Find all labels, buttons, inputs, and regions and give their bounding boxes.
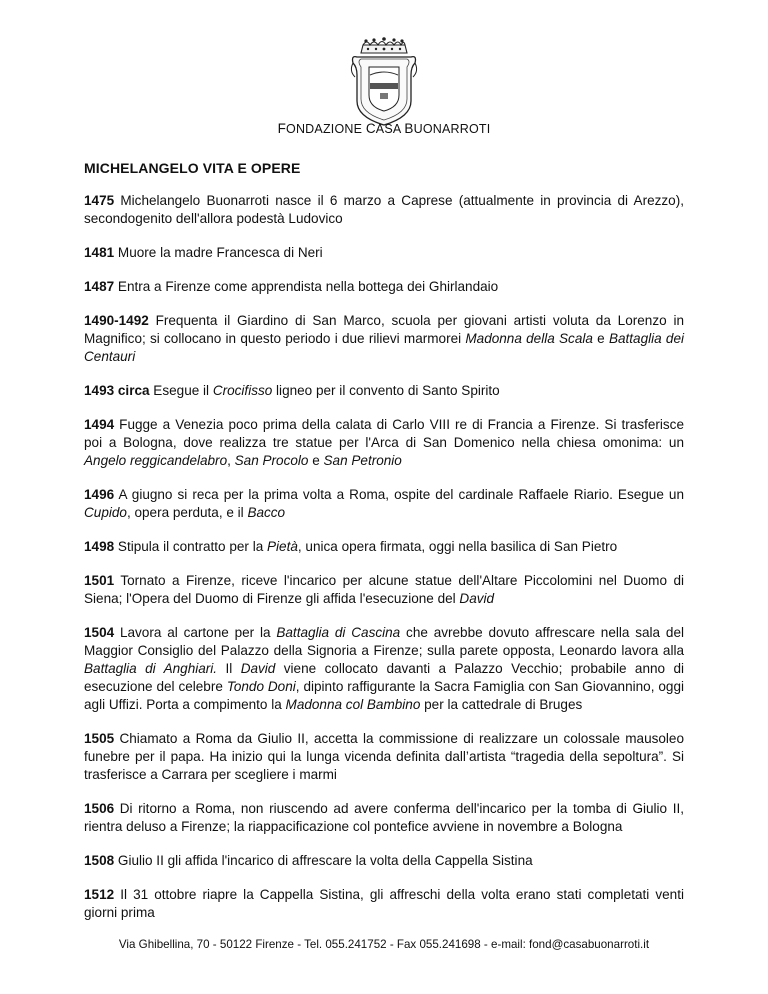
entry-text: Chiamato a Roma da Giulio II, accetta la commissione di realizzare un colossale mausoleo funebre per il papa. Ha inizio qui la lunga vicenda definita dall’artista “tragedia della sepoltura”. Si trasferisce a Carrara per scegliere i marmi: [84, 731, 684, 782]
artwork-title: Cupido: [84, 505, 127, 520]
chronology-entry: [84, 624, 684, 714]
chronology-entry: [84, 538, 684, 556]
entry-year: 1487: [84, 279, 115, 294]
entry-text: ,: [227, 453, 235, 468]
entry-year: 1498: [84, 539, 115, 554]
artwork-title: David: [240, 661, 276, 676]
entry-text: Entra a Firenze come apprendista nella bottega dei Ghirlandaio: [114, 279, 499, 294]
entry-text: Tornato a Firenze, riceve l'incarico per alcune statue dell'Altare Piccolomini nel Duomo di Siena; l'Opera del Duomo di Firenze gli affida l'esecuzione del: [84, 573, 684, 606]
artwork-title: Bacco: [247, 505, 286, 520]
entry-text: viene collocato davanti a Palazzo Vecchio; probabile anno di esecuzione del celebre: [84, 661, 685, 694]
artwork-title: Battaglia dei Centauri: [84, 331, 685, 364]
entry-year: 1493 circa: [84, 383, 150, 398]
artwork-title: David: [459, 591, 495, 606]
chronology-entry: [84, 192, 684, 228]
chronology-entry: [84, 416, 684, 470]
entry-text: Stipula il contratto per la: [114, 539, 267, 554]
entry-year: 1506: [84, 801, 115, 816]
crest-icon: [347, 37, 421, 127]
chronology-list: [84, 192, 684, 922]
artwork-title: Madonna della Scala: [465, 331, 593, 346]
chronology-entry: [84, 800, 684, 836]
entry-year: 1475: [84, 193, 115, 208]
entry-text: Frequenta il Giardino di San Marco, scuola per giovani artisti voluta da Lorenzo in Magnifico; si collocano in questo periodo i due rilievi marmorei: [84, 313, 684, 346]
entry-text: per la cattedrale di Bruges: [420, 697, 583, 712]
entry-year: 1505: [84, 731, 115, 746]
entry-year: 1508: [84, 853, 115, 868]
entry-text: Esegue il: [149, 383, 213, 398]
entry-text: Di ritorno a Roma, non riuscendo ad avere conferma dell'incarico per la tomba di Giulio II, rientra deluso a Firenze; la riappacificazione col pontefice avviene in novembre a Bologna: [84, 801, 684, 834]
entry-text: Lavora al cartone per la: [114, 625, 277, 640]
entry-text: ligneo per il convento di Santo Spirito: [272, 383, 500, 398]
entry-text: , opera perduta, e il: [126, 505, 248, 520]
entry-text: A giugno si reca per la prima volta a Roma, ospite del cardinale Raffaele Riario. Esegue un: [114, 487, 684, 502]
entry-text: e: [592, 331, 609, 346]
document-body: [84, 160, 684, 938]
page-title: MICHELANGELO VITA E OPERE: [84, 160, 301, 176]
chronology-entry: [84, 278, 684, 296]
entry-text: Michelangelo Buonarroti nasce il 6 marzo a Caprese (attualmente in provincia di Arezzo), secondogenito dell'allora podestà Ludovico: [84, 193, 684, 226]
artwork-title: Battaglia di Anghiari.: [84, 661, 218, 676]
entry-text: Giulio II gli affida l'incarico di affrescare la volta della Cappella Sistina: [114, 853, 533, 868]
entry-year: 1490-1492: [84, 313, 149, 328]
entry-year: 1481: [84, 245, 115, 260]
entry-year: 1501: [84, 573, 115, 588]
chronology-entry: [84, 572, 684, 608]
chronology-entry: [84, 886, 684, 922]
artwork-title: San Petronio: [323, 453, 402, 468]
organization-name: [0, 121, 768, 136]
entry-text: Muore la madre Francesca di Neri: [114, 245, 323, 260]
entry-text: , unica opera firmata, oggi nella basilica di San Pietro: [297, 539, 618, 554]
artwork-title: San Procolo: [234, 453, 309, 468]
artwork-title: Pietà: [267, 539, 298, 554]
entry-text: che avrebbe dovuto affrescare nella sala del Maggior Consiglio del Palazzo della Signoria a Firenze; sulla parete opposta, Leonardo lavora alla: [84, 625, 684, 658]
chronology-entry: [84, 852, 684, 870]
artwork-title: Battaglia di Cascina: [276, 625, 401, 640]
footer-address: Via Ghibellina, 70 - 50122 Firenze - Tel. 055.241752 - Fax 055.241698 - e-mail: fond@casabuonarroti.it: [118, 938, 650, 951]
entry-text: Fugge a Venezia poco prima della calata di Carlo VIII re di Francia a Firenze. Si trasferisce poi a Bologna, dove realizza tre statue per l'Arca di San Domenico nella chiesa omonima: un: [84, 417, 684, 450]
org-part-2: CASA: [365, 121, 405, 136]
chronology-entry: [84, 312, 684, 366]
entry-year: 1504: [84, 625, 115, 640]
chronology-entry: [84, 244, 684, 262]
artwork-title: Madonna col Bambino: [285, 697, 421, 712]
entry-text: Il 31 ottobre riapre la Cappella Sistina, gli affreschi della volta erano stati completati venti giorni prima: [84, 887, 684, 920]
entry-text: , dipinto raffigurante la Sacra Famiglia con San Giovannino, oggi agli Uffizi. Porta a compimento la: [84, 679, 684, 712]
org-part-1: FONDAZIONE: [277, 121, 366, 136]
entry-year: 1496: [84, 487, 115, 502]
entry-text: e: [308, 453, 324, 468]
artwork-title: Angelo reggicandelabro: [84, 453, 228, 468]
entry-year: 1512: [84, 887, 115, 902]
artwork-title: Crocifisso: [212, 383, 273, 398]
org-part-3: BUONARROTI: [404, 121, 491, 136]
artwork-title: Tondo Doni: [226, 679, 296, 694]
chronology-entry: [84, 382, 684, 400]
chronology-entry: [84, 730, 684, 784]
entry-text: Il: [217, 661, 241, 676]
chronology-entry: [84, 486, 684, 522]
entry-year: 1494: [84, 417, 115, 432]
